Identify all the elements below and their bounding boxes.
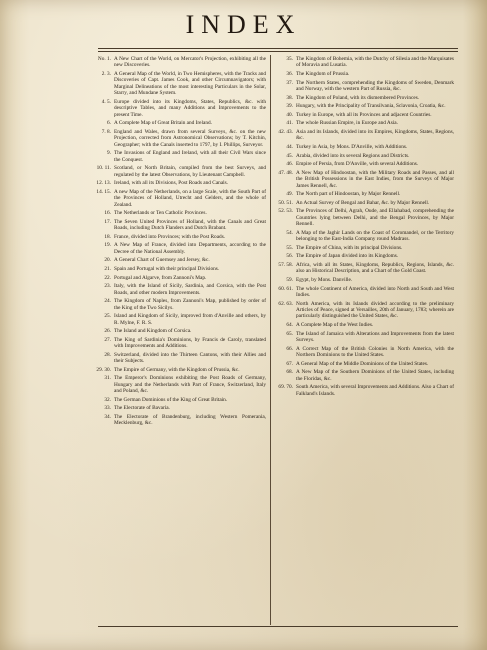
entry-text: The Empire of China, with its principal Divisions.: [296, 244, 403, 251]
index-entry: [274, 301, 454, 320]
entry-text: North America, with its Islands divided according to the preliminary Articles of Peace, signed at Versailles, 20th of January, 1783; wherein are particularly distinguished the United States, &c.: [296, 300, 454, 320]
index-entry: [92, 313, 266, 326]
entry-text: A General Chart of Guernsey and Jersey, &c.: [114, 257, 210, 264]
entry-text: A Correct Map of the British Colonies in North America, with the Northern Dominions to the United States.: [296, 345, 454, 358]
index-entry: [92, 298, 266, 311]
entry-text: Switzerland, divided into the Thirteen Cantons, with their Allies and their Subjects.: [114, 351, 266, 365]
index-entry: [92, 266, 266, 272]
entry-text: An Actual Survey of Bengal and Bahar, &c. by Major Rennell.: [296, 199, 430, 206]
index-entry: [92, 352, 266, 365]
entry-text: A Map of the Jaghir Lands on the Coast of Coromandel, or the Territory belonging to the East-India Company round Madrass.: [296, 229, 454, 243]
entry-number: 67.: [286, 360, 293, 367]
entry-text: France, divided into Provinces; with the Post Roads.: [114, 233, 226, 240]
index-entry: [274, 170, 454, 189]
entry-text: A new Map of the Netherlands, on a large Scale, with the South Part of the Provinces of Holland, Utrecht and Gelders, and the whole of Zealand.: [114, 188, 266, 208]
index-entry: [274, 384, 454, 397]
index-entry: [274, 120, 454, 126]
entry-number: 66.: [286, 345, 293, 352]
page-title: INDEX: [185, 10, 302, 39]
left-column: [92, 56, 266, 429]
entry-text: The Provinces of Delhi, Agrah, Oude, and Ellahabad, comprehending the Countries lying between Delhi, and the Bengal Provinces, by Major Rennell.: [296, 208, 454, 228]
index-entry: [274, 369, 454, 382]
index-entry: [92, 328, 266, 334]
entry-text: The Kingdom of Bohemia, with the Dutchy of Silesia and the Marquisates of Moravia and Lusatia.: [296, 56, 454, 69]
index-entry: [92, 234, 266, 240]
index-entry: [274, 346, 454, 359]
entry-text: Africa, with all its States, Kingdoms, Republics, Regions, Islands, &c. also an Historical Description, and a Chart of the Gold Coast.: [296, 261, 454, 275]
entry-number: 2. 3.: [101, 71, 111, 77]
index-entry: [92, 129, 266, 148]
index-entry: [274, 129, 454, 142]
index-entry: [274, 80, 454, 93]
entry-text: The Kingdom of Prussia.: [296, 71, 350, 77]
entry-text: The Netherlands or Ten Catholic Provinces.: [114, 210, 207, 217]
entry-number: 54.: [286, 229, 293, 236]
entry-number: 36.: [286, 71, 293, 77]
index-entry: [92, 242, 266, 255]
entry-text: The Electorate of Bavaria.: [114, 405, 170, 412]
entry-number: 16.: [104, 210, 111, 217]
entry-text: Empire of Persia, from D'Anville, with several Additions.: [296, 161, 419, 168]
entry-text: A New Map of the Southern Dominions of the United States, including the Floridas, &c.: [296, 369, 454, 382]
entry-number: 26.: [104, 328, 111, 335]
index-entry: [274, 112, 454, 118]
index-entry: [274, 208, 454, 227]
entry-text: Scotland, or North Britain, compiled from the best Surveys, and regulated by the latest Observations, by Lieutenant Campbell.: [114, 165, 266, 178]
entry-text: A Complete Map of the West Indies.: [296, 321, 374, 328]
index-entry: [274, 230, 454, 243]
entry-number: 68.: [286, 369, 293, 376]
entry-text: A General Map of the World, in Two Hemispheres, with the Tracks and Discoveries of Capt. James Cook, and other Circumnavigators; with Marginal Delineations of the most interesting Particulars in the Solar, Starry, and Mundane System.: [114, 71, 266, 97]
entry-number: 64.: [286, 321, 293, 328]
entry-number: 21.: [104, 266, 111, 272]
index-entry: [92, 257, 266, 263]
entry-number: 44.: [286, 143, 293, 150]
entry-number: 65.: [286, 330, 293, 337]
entry-number: 55.: [286, 244, 293, 251]
index-entry: [92, 210, 266, 216]
index-entry: [92, 275, 266, 281]
entry-text: Europe divided into its Kingdoms, States, Republics, &c. with descriptive Tables, and many Additions and Improvements to the present Time.: [114, 98, 266, 118]
entry-number: 23.: [104, 283, 111, 290]
entry-number: 4. 5.: [101, 98, 111, 105]
index-entry: [274, 245, 454, 251]
entry-text: Arabia, divided into its several Regions and Districts.: [296, 152, 410, 159]
entry-number: 40.: [286, 111, 293, 118]
index-entry: [92, 414, 266, 427]
entry-number: 17.: [104, 218, 111, 225]
entry-text: The Emperor's Dominions exhibiting the Post Roads of Germany, Hungary and the Netherlands with Part of France, Switzerland, Italy and Poland, &c.: [114, 375, 266, 395]
entry-text: Asia and its Islands, divided into its Empires, Kingdoms, States, Regions, &c.: [296, 128, 454, 142]
entry-text: Hungary, with the Principality of Transilvania, Sclavonia, Croatia, &c.: [296, 103, 446, 110]
index-entry: [92, 120, 266, 126]
entry-text: The Island and Kingdom of Corsica.: [114, 328, 192, 335]
index-entry: [274, 286, 454, 299]
title-rule-double: [98, 51, 458, 52]
index-entry: [274, 277, 454, 283]
entry-number: 19.: [104, 242, 111, 249]
entry-number: 52. 53.: [278, 208, 293, 215]
entry-text: Italy, with the Island of Sicily, Sardinia, and Corsica, with the Post Roads, and other modern Improvements.: [114, 283, 266, 296]
entry-text: The North part of Hindoostan, by Major Rennell.: [296, 191, 401, 198]
index-entry: [274, 322, 454, 328]
entry-text: Egypt, by Mons. Danville.: [296, 276, 353, 283]
entry-number: 32.: [104, 396, 111, 403]
index-entry: [274, 253, 454, 259]
entry-text: The Empire of Germany, with the Kingdom of Prussia, &c.: [114, 366, 240, 373]
entry-text: The German Dominions of the King of Great Britain.: [114, 396, 228, 403]
entry-number: 60. 61.: [278, 285, 293, 292]
index-entry: [92, 375, 266, 394]
entry-text: The Seven United Provinces of Holland, with the Canals and Great Roads, including Dutch Flanders and Dutch Brabant.: [114, 218, 266, 232]
entry-number: 28.: [104, 351, 111, 358]
entry-number: 35.: [286, 56, 293, 62]
entry-text: Spain and Portugal with their principal Divisions.: [114, 266, 220, 272]
entry-text: Island and Kingdom of Sicily, improved from d'Anville and others, by R. Mylne, F. R. S.: [114, 313, 266, 326]
index-entry: [92, 397, 266, 403]
entry-number: 45.: [286, 152, 293, 159]
entry-number: 56.: [286, 253, 293, 260]
index-entry: [92, 71, 266, 97]
entry-text: A New Map of Hindoostan, with the Military Roads and Passes, and all the British Possessions in the East Indies, from the Surveys of Major James Rennell, &c.: [296, 169, 454, 189]
entry-number: No. 1.: [97, 56, 111, 62]
index-entry: [274, 361, 454, 367]
index-entry: [274, 153, 454, 159]
index-entry: [274, 103, 454, 109]
entry-number: 42. 43.: [278, 128, 293, 135]
index-entry: [274, 191, 454, 197]
index-entry: [274, 71, 454, 77]
entry-number: 62. 63.: [278, 300, 293, 307]
entry-number: 33.: [104, 405, 111, 412]
entry-text: Turkey in Asia, by Mons. D'Anville, with Additions.: [296, 143, 408, 150]
index-entry: [92, 367, 266, 373]
entry-number: 47. 48.: [278, 169, 293, 176]
entry-number: 12. 13.: [96, 180, 111, 187]
entry-text: The King of Sardinia's Dominions, by Francis de Caroly, translated with Improvements and Additions.: [114, 336, 266, 350]
index-entry: [92, 219, 266, 232]
column-divider: [270, 55, 271, 625]
index-entry: [92, 189, 266, 208]
entry-text: The Invasions of England and Ireland, with all their Civil Wars since the Conquest.: [114, 150, 266, 163]
entry-text: Portugal and Algarve, from Zannoni's Map.: [114, 274, 207, 281]
entry-text: Turkey in Europe, with all its Provinces and adjacent Countries.: [296, 111, 432, 118]
index-entry: [92, 165, 266, 178]
entry-number: 29. 30.: [96, 366, 111, 373]
index-entry: [274, 331, 454, 344]
entry-text: The Kingdom of Naples, from Zannoni's Map, published by order of the King of the Two Sicilys.: [114, 298, 266, 311]
index-entry: [274, 56, 454, 69]
entry-number: 34.: [104, 413, 111, 420]
index-entry: [274, 144, 454, 150]
entry-text: A New Map of France, divided into Departments, according to the Decree of the National Assembly.: [114, 242, 266, 255]
entry-number: 14. 15.: [96, 188, 111, 195]
entry-text: England and Wales, drawn from several Surveys, &c. on the new Projection, corrected from Astronomical Observations; by T. Kitchin, Geographer; with the Canals inserted to 1797, by I. Phillips, Surveyor.: [114, 128, 266, 148]
index-entry: [92, 180, 266, 186]
entry-number: 7. 8.: [101, 128, 111, 135]
entry-number: 31.: [104, 375, 111, 382]
entry-text: The whole Russian Empire, in Europe and Asia.: [296, 120, 398, 127]
entry-number: 59.: [286, 276, 293, 283]
entry-number: 20.: [104, 257, 111, 264]
entry-number: 27.: [104, 336, 111, 343]
entry-number: 37.: [286, 79, 293, 86]
entry-number: 38.: [286, 94, 293, 101]
entry-number: 25.: [104, 313, 111, 320]
title-rule: [98, 48, 458, 49]
index-entry: [274, 262, 454, 275]
entry-number: 57. 58.: [278, 261, 293, 268]
entry-number: 39.: [286, 103, 293, 110]
entry-text: The whole Continent of America, divided into North and South and West Indies.: [296, 285, 454, 298]
entry-text: The Island of Jamaica with Alterations and Improvements from the latest Surveys.: [296, 330, 454, 343]
entry-number: 24.: [104, 298, 111, 305]
entry-number: 6.: [107, 120, 111, 127]
bottom-rule: [98, 626, 458, 627]
entry-number: 46.: [286, 161, 293, 168]
entry-text: A General Map of the Middle Dominions of the United States.: [296, 360, 429, 367]
entry-text: The Empire of Japan divided into its Kingdoms.: [296, 253, 399, 260]
entry-number: 50. 51.: [278, 199, 293, 206]
entry-number: 10. 11.: [96, 165, 111, 172]
entry-text: The Kingdom of Poland, with its dismembered Provinces.: [296, 94, 420, 101]
index-entry: [92, 405, 266, 411]
entry-text: South America, with several Improvements and Additions. Also a Chart of Falkland's Islands.: [296, 384, 454, 397]
entry-number: 49.: [286, 191, 293, 198]
index-entry: [274, 95, 454, 101]
index-entry: [92, 283, 266, 296]
entry-number: 69. 70.: [278, 384, 293, 391]
index-entry: [274, 161, 454, 167]
entry-number: 22.: [104, 274, 111, 281]
entry-text: A Complete Map of Great Britain and Ireland.: [114, 120, 212, 127]
entry-number: 18.: [104, 233, 111, 240]
index-entry: [92, 150, 266, 163]
entry-text: The Northern States, comprehending the Kingdoms of Sweden, Denmark and Norway, with the western Part of Russia, &c.: [296, 79, 454, 92]
entry-number: 41.: [286, 120, 293, 127]
index-entry: [92, 99, 266, 118]
entry-number: 9.: [107, 150, 111, 157]
index-entry: [92, 56, 266, 69]
right-column: [274, 56, 454, 399]
index-entry: [274, 200, 454, 206]
entry-text: The Electorate of Brandenburg, including Western Pomerania, Mecklenburg, &c.: [114, 413, 266, 427]
index-entry: [92, 337, 266, 350]
entry-text: Ireland, with all its Divisions, Post Roads and Canals.: [114, 180, 229, 187]
entry-text: A New Chart of the World, on Mercator's Projection, exhibiting all the new Discoveries.: [114, 56, 266, 69]
